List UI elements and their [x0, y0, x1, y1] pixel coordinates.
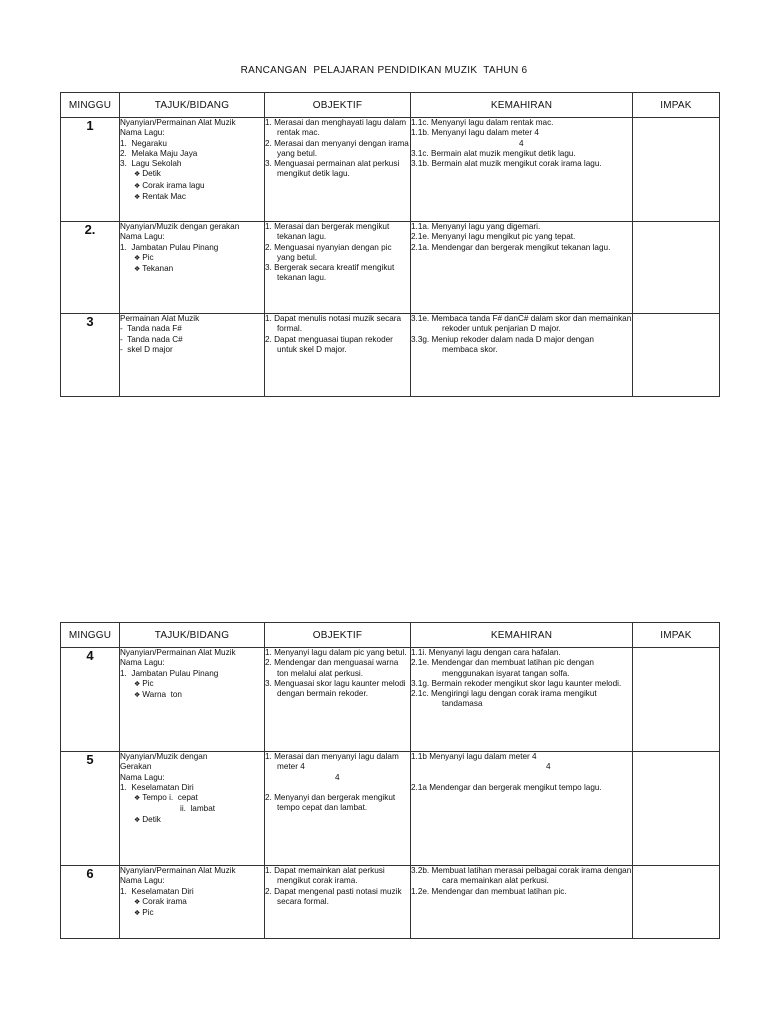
header-topic: TAJUK/BIDANG	[120, 93, 265, 118]
topic-line: Gerakan	[120, 762, 152, 772]
header-objective: OBJEKTIF	[265, 623, 411, 648]
skill-item: 1.1b Menyanyi lagu dalam meter 4	[411, 752, 537, 761]
objective-item: 1. Dapat memainkan alat perkusi mengikut corak irama.	[265, 866, 385, 886]
impact-cell	[633, 866, 720, 939]
header-impact: IMPAK	[633, 93, 720, 118]
objective-item: 1. Merasai dan bergerak mengikut tekanan lagu.	[265, 222, 390, 242]
skill-item: 1.1i. Menyanyi lagu dengan cara hafalan.	[411, 648, 561, 657]
skill-item: 2.1e. Mendengar dan membuat latihan pic dengan menggunakan isyarat tangan solfa.	[411, 658, 594, 678]
meter-denominator: 4	[335, 772, 340, 782]
objective-cell	[265, 866, 411, 939]
topic-line: Nyanyian/Permainan Alat Muzik	[120, 118, 236, 127]
objective-cell	[265, 648, 411, 752]
header-topic: TAJUK/BIDANG	[120, 623, 265, 648]
table-row	[61, 314, 720, 397]
topic-line: Nama Lagu:	[120, 772, 165, 782]
topic-line: Nama Lagu:	[120, 232, 165, 242]
lesson-plan-table-1	[60, 92, 720, 397]
topic-line: 2. Melaka Maju Jaya	[120, 148, 198, 158]
objective-cell	[265, 314, 411, 397]
header-week: MINGGU	[61, 623, 120, 648]
skill-item: 1.2e. Mendengar dan membuat latihan pic.	[411, 886, 567, 896]
topic-subitem: ii. lambat	[180, 804, 216, 814]
skill-cell	[411, 648, 633, 752]
skill-cell	[411, 752, 633, 866]
impact-cell	[633, 314, 720, 397]
topic-line: Nyanyian/Muzik dengan	[120, 752, 208, 761]
objective-item: 1. Merasai dan menyanyi lagu dalam meter 4	[265, 752, 399, 772]
header-week: MINGGU	[61, 93, 120, 118]
topic-bullet: ❖ Rentak Mac	[120, 192, 264, 203]
week-number: 3	[61, 314, 120, 397]
topic-line: - Tanda nada C#	[120, 334, 183, 344]
skill-cell	[411, 118, 633, 222]
topic-bullet: ❖ Pic	[120, 679, 264, 690]
table-row	[61, 222, 720, 314]
meter-denominator: 4	[519, 138, 524, 148]
skill-cell	[411, 866, 633, 939]
objective-item: 2. Menyanyi dan bergerak mengikut tempo cepat dan lambat.	[265, 792, 396, 813]
topic-line: 1. Negaraku	[120, 138, 167, 148]
week-number: 6	[61, 866, 120, 939]
table-row	[61, 866, 720, 939]
skill-item: 2.1a. Mendengar dan bergerak mengikut tekanan lagu.	[411, 242, 611, 252]
topic-bullet: ❖ Warna ton	[120, 690, 264, 701]
topic-line: 1. Jambatan Pulau Pinang	[120, 668, 219, 678]
skill-item: 2.1e. Menyanyi lagu mengikut pic yang tepat.	[411, 232, 576, 242]
table-header-row	[61, 623, 720, 648]
objective-item: 2. Menguasai nyanyian dengan pic yang betul.	[265, 242, 392, 262]
header-impact: IMPAK	[633, 623, 720, 648]
topic-cell	[120, 648, 265, 752]
topic-bullet: ❖ Detik	[120, 169, 264, 180]
week-number: 2.	[61, 222, 120, 314]
topic-line: Nama Lagu:	[120, 128, 165, 138]
impact-cell	[633, 752, 720, 866]
week-number: 5	[61, 752, 120, 866]
week-number: 4	[61, 648, 120, 752]
topic-line: Permainan Alat Muzik	[120, 314, 200, 323]
table-header-row	[61, 93, 720, 118]
objective-cell	[265, 118, 411, 222]
objective-item: 3. Menguasai permainan alat perkusi mengikut detik lagu.	[265, 159, 400, 179]
topic-line: 1. Jambatan Pulau Pinang	[120, 242, 219, 252]
topic-bullet: ❖ Corak irama	[120, 897, 264, 908]
objective-item: 3. Menguasai skor lagu kaunter melodi dengan bermain rekoder.	[265, 678, 406, 699]
objective-cell	[265, 222, 411, 314]
topic-bullet: ❖ Tekanan	[120, 264, 264, 275]
topic-bullet: ❖ Pic	[120, 908, 264, 919]
topic-line: Nyanyian/Permainan Alat Muzik	[120, 648, 236, 657]
skill-item: 3.1c. Bermain alat muzik mengikut detik lagu.	[411, 148, 576, 158]
objective-item: 3. Bergerak secara kreatif mengikut tekanan lagu.	[265, 263, 395, 283]
topic-line: 1. Keselamatan Diri	[120, 782, 194, 792]
impact-cell	[633, 222, 720, 314]
topic-line: 3. Lagu Sekolah	[120, 159, 182, 169]
skill-item: 3.1b. Bermain alat muzik mengikut corak irama lagu.	[411, 159, 602, 169]
objective-item: 2. Dapat mengenal pasti notasi muzik secara formal.	[265, 886, 402, 906]
topic-line: 1. Keselamatan Diri	[120, 886, 194, 896]
impact-cell	[633, 118, 720, 222]
objective-item: 2. Merasai dan menyanyi dengan irama yang betul.	[265, 138, 409, 158]
topic-bullet: ❖ Pic	[120, 253, 264, 264]
topic-line: Nama Lagu:	[120, 876, 165, 886]
skill-item: 2.1c. Mengiringi lagu dengan corak irama mengikut tandamasa	[411, 689, 597, 709]
week-number: 1	[61, 118, 120, 222]
topic-line: - skel D major	[120, 344, 173, 354]
topic-line: Nyanyian/Permainan Alat Muzik	[120, 866, 236, 875]
objective-item: 1. Merasai dan menghayati lagu dalam rentak mac.	[265, 118, 407, 138]
objective-item: 1. Menyanyi lagu dalam pic yang betul.	[265, 648, 407, 657]
objective-item: 2. Mendengar dan menguasai warna ton melalui alat perkusi.	[265, 658, 399, 678]
table-row	[61, 118, 720, 222]
skill-cell	[411, 222, 633, 314]
objective-cell	[265, 752, 411, 866]
topic-cell	[120, 314, 265, 397]
topic-line: Nyanyian/Muzik dengan gerakan	[120, 222, 240, 231]
topic-cell	[120, 118, 265, 222]
skill-item: 1.1c. Menyanyi lagu dalam rentak mac.	[411, 118, 554, 127]
meter-denominator: 4	[546, 762, 551, 772]
header-objective: OBJEKTIF	[265, 93, 411, 118]
table-row	[61, 752, 720, 866]
topic-cell	[120, 222, 265, 314]
topic-bullet: ❖ Corak irama lagu	[120, 181, 264, 192]
lesson-plan-table-2	[60, 622, 720, 939]
topic-line: - Tanda nada F#	[120, 324, 182, 334]
skill-item: 3.1g. Bermain rekoder mengikut skor lagu kaunter melodi.	[411, 678, 622, 688]
header-skill: KEMAHIRAN	[411, 623, 633, 648]
skill-cell	[411, 314, 633, 397]
topic-bullet: ❖ Tempo i. cepat	[120, 793, 264, 804]
topic-bullet: ❖ Detik	[120, 815, 264, 826]
document-title: RANCANGAN PELAJARAN PENDIDIKAN MUZIK TAHUN 6	[240, 65, 528, 76]
objective-item: 1. Dapat menulis notasi muzik secara formal.	[265, 314, 402, 334]
skill-item: 1.1b. Menyanyi lagu dalam meter 4	[411, 128, 539, 138]
skill-item: 1.1a. Menyanyi lagu yang digemari.	[411, 222, 541, 231]
table-row	[61, 648, 720, 752]
skill-item: 2.1a Mendengar dan bergerak mengikut tempo lagu.	[411, 782, 602, 792]
header-skill: KEMAHIRAN	[411, 93, 633, 118]
topic-cell	[120, 866, 265, 939]
topic-cell	[120, 752, 265, 866]
impact-cell	[633, 648, 720, 752]
skill-item: 3.1e. Membaca tanda F# danC# dalam skor dan memainkan rekoder untuk penjarian D major.	[411, 314, 632, 334]
objective-item: 2. Dapat menguasai tiupan rekoder untuk skel D major.	[265, 334, 393, 354]
skill-item: 3.2b. Membuat latihan merasai pelbagai corak irama dengan cara memainkan alat perkusi.	[411, 866, 632, 886]
topic-line: Nama Lagu:	[120, 658, 165, 668]
skill-item: 3.3g. Meniup rekoder dalam nada D major dengan membaca skor.	[411, 334, 594, 354]
